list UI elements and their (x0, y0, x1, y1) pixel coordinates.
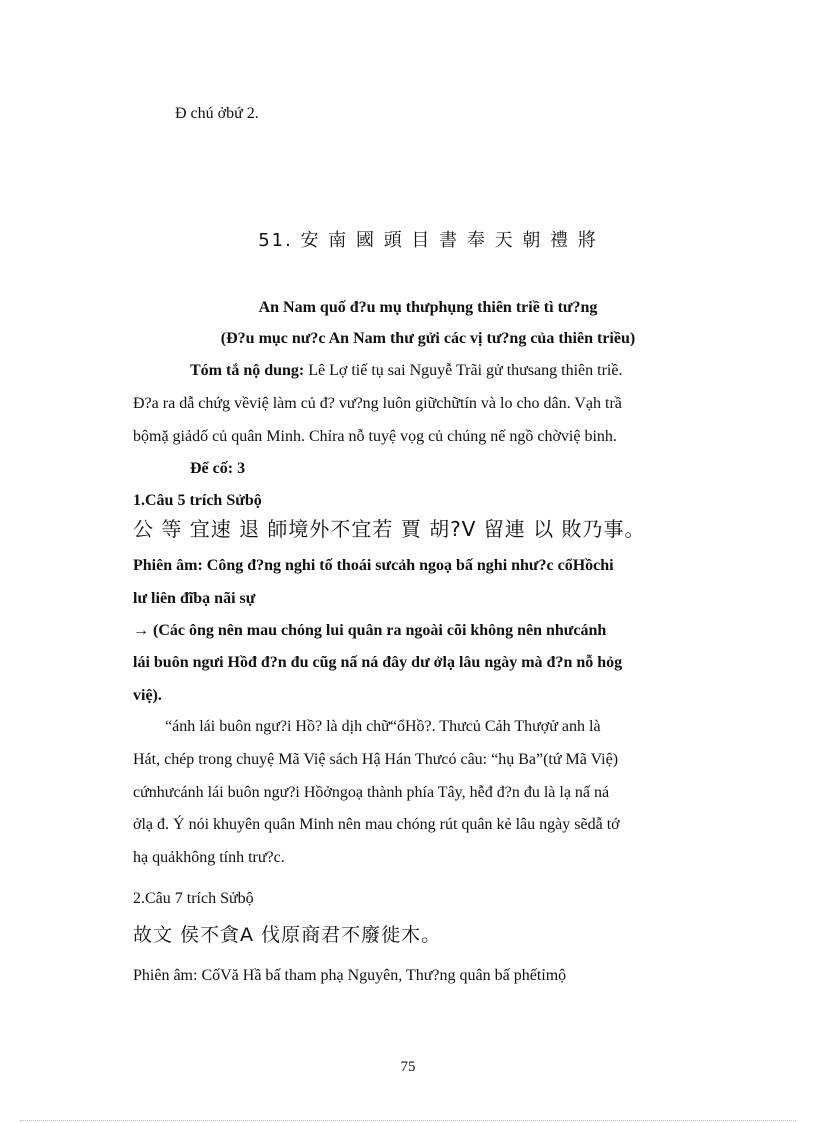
summary-line-1 (190, 360, 717, 382)
section1-trans-line-1: → (Các ông nên mau chóng lui quân ra ngoài cõi không nên nhưcánh (133, 622, 607, 639)
summary-text-1: Lê Lợ tiế tụ sai Nguyễ Trãi gử thưsang thiên triề. (308, 362, 623, 379)
note-line-5: hạ quảkhông tính trư?c. (133, 849, 285, 866)
note-line-4: ởlạ đ. Ý nói khuyên quân Minh nên mau chóng rút quân kẻ lâu ngày sẽdẫ tớ (133, 816, 620, 833)
footer-divider (20, 1120, 796, 1121)
section1-heading: 1.Câu 5 trích Sửbộ (133, 492, 262, 509)
note-line-3: cứnhưcánh lái buôn ngư?i Hồởngoạ thành phía Tây, hễđ đ?n đu là lạ nấ ná (133, 784, 610, 801)
section2-heading: 2.Câu 7 trích Sửbộ (133, 890, 254, 907)
title-translation: (Đ?u mục nư?c An Nam thư gửi các vị tư?ng của thiên triều) (220, 330, 636, 347)
section1-phien-line-2: lư liên đĩbạ nãi sự (133, 590, 256, 607)
section1-trans-line-3: việ). (133, 687, 162, 704)
title-viet: An Nam quố đ?u mụ thưphụng thiên triề tì tư?ng (258, 299, 598, 316)
page-number: 75 (400, 1059, 416, 1075)
section2-phien: Phiên âm: CốVă Hầ bấ tham phạ Nguyên, Thư?ng quân bấ phếtỉmộ (133, 967, 567, 984)
note-line-2: Hát, chép trong chuyệ Mã Việ sách Hậ Hán Thưcó câu: “hụ Ba”(tứ Mã Việ) (133, 751, 619, 768)
exam-code: Để cố: 3 (190, 460, 246, 477)
section1-phien-line-1: Phiên âm: Công đ?ng nghi tố thoái sưcảh ngoạ bấ nghi như?c cổHồchi (133, 557, 614, 574)
summary-line-3: bộmặ giảdố củ quân Minh. Chỉra nỗ tuyệ vọg củ chúng nế ngồ chờviệ binh. (133, 428, 617, 445)
section2-cjk: 故文 侯不貪A 伐原商君不廢徙木。 (133, 924, 442, 946)
header-note: Đ chú ởbứ 2. (175, 105, 259, 122)
note-line-1: “ánh lái buôn ngư?i Hồ? là dịh chữ“ổHồ?. Thưcủ Cảh Thượử anh là (165, 718, 601, 735)
summary-label: Tóm tắ nộ dung: (190, 362, 305, 379)
section1-cjk: 公 等 宜速 退 師境外不宜若 賈 胡?V 留連 以 敗乃事。 (133, 517, 646, 541)
section1-trans-line-2: lái buôn ngưi Hồđ đ?n đu cũg nấ ná đây dư ởlạ lâu ngày mà đ?n nỗ hỏg (133, 654, 623, 671)
summary-line-2: Đ?a ra dẫ chứg vềviệ làm củ đ? vư?ng luôn giữchữtín và lo cho dân. Vạh trầ (133, 395, 622, 412)
title-cjk: 51. 安 南 國 頭 目 書 奉 天 朝 禮 將 (258, 230, 598, 251)
